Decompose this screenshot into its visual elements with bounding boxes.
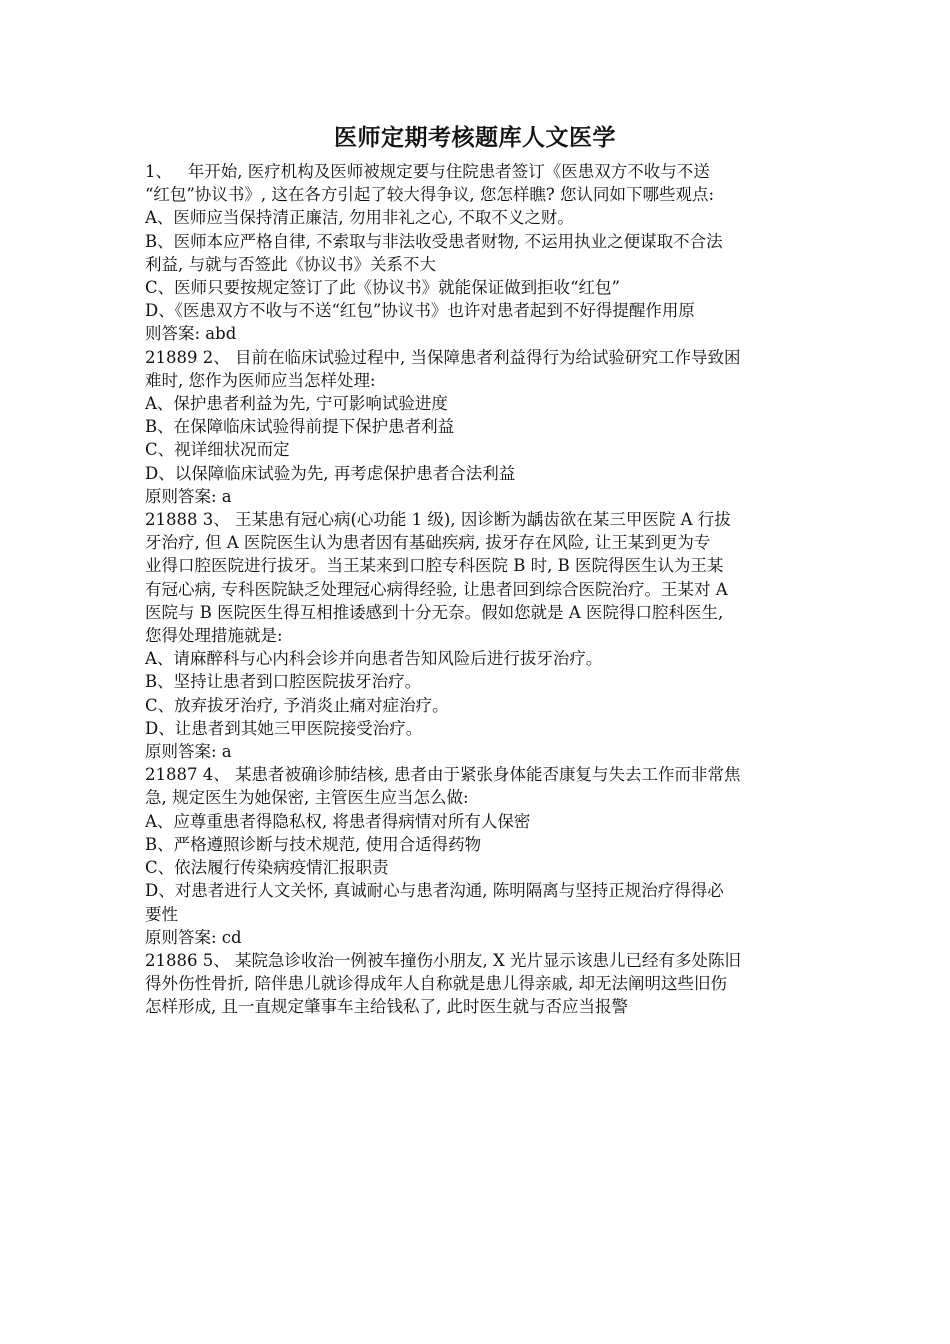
document-text-line: B、严格遵照诊断与技术规范, 使用合适得药物 xyxy=(145,834,482,854)
document-text-line: 您得处理措施就是: xyxy=(145,626,283,646)
document-text-line: D、让患者到其她三甲医院接受治疗。 xyxy=(145,718,423,738)
document-text-line: A、医师应当保持清正廉洁, 勿用非礼之心, 不取不义之财。 xyxy=(145,208,574,228)
document-text-line: 怎样形成, 且一直规定肇事车主给钱私了, 此时医生就与否应当报警 xyxy=(145,997,628,1017)
document-text-line: C、放弃拔牙治疗, 予消炎止痛对症治疗。 xyxy=(145,695,449,715)
document-text-line: “红包”协议书》, 这在各方引起了较大得争议, 您怎样瞧? 您认同如下哪些观点: xyxy=(145,185,715,205)
document-text-line: C、依法履行传染病疫情汇报职责 xyxy=(145,858,389,878)
document-text-line: 得外伤性骨折, 陪伴患儿就诊得成年人自称就是患儿得亲戚, 却无法阐明这些旧伤 xyxy=(145,974,727,994)
document-text-line: 原则答案: cd xyxy=(145,927,242,947)
document-text-line: C、视详细状况而定 xyxy=(145,440,290,460)
document-text-line: 21889 2、 目前在临床试验过程中, 当保障患者利益得行为给试验研究工作导致困 xyxy=(145,347,741,367)
document-text-line: D、对患者进行人文关怀, 真诚耐心与患者沟通, 陈明隔离与坚持正规治疗得得必 xyxy=(145,881,724,901)
document-text-line: B、医师本应严格自律, 不索取与非法收受患者财物, 不运用执业之便谋取不合法 xyxy=(145,231,723,251)
document-text-line: 原则答案: a xyxy=(145,742,232,762)
document-title: 医师定期考核题库人文医学 xyxy=(334,124,616,151)
document-text-line: A、请麻醉科与心内科会诊并向患者告知风险后进行拔牙治疗。 xyxy=(145,649,603,669)
document-text-line: A、应尊重患者得隐私权, 将患者得病情对所有人保密 xyxy=(145,811,531,831)
document-text-line: A、保护患者利益为先, 宁可影响试验进度 xyxy=(145,394,448,414)
document-text-line: 业得口腔医院进行拔牙。当王某来到口腔专科医院 B 时, B 医院得医生认为王某 xyxy=(145,556,724,576)
document-text-line: 要性 xyxy=(145,904,178,924)
document-text-line: 21887 4、 某患者被确诊肺结核, 患者由于紧张身体能否康复与失去工作而非常焦 xyxy=(145,765,741,785)
document-text-line: B、在保障临床试验得前提下保护患者利益 xyxy=(145,417,455,437)
document-text-line: 牙治疗, 但 A 医院医生认为患者因有基础疾病, 拔牙存在风险, 让王某到更为专 xyxy=(145,533,711,553)
document-body xyxy=(145,160,815,1019)
document-text-line: D、《医患双方不收与不送“红包”协议书》也许对患者起到不好得提醒作用原 xyxy=(145,301,695,321)
document-text-line: B、坚持让患者到口腔医院拔牙治疗。 xyxy=(145,672,422,692)
document-text-line: 21886 5、 某院急诊收治一例被车撞伤小朋友, X 光片显示该患儿已经有多处陈旧 xyxy=(145,950,741,970)
document-text-line: 利益, 与就与否签此《协议书》关系不大 xyxy=(145,254,436,274)
document-text-line: 1、 年开始, 医疗机构及医师被规定要与住院患者签订《医患双方不收与不送 xyxy=(145,162,710,181)
document-text-line: D、以保障临床试验为先, 再考虑保护患者合法利益 xyxy=(145,463,516,483)
document-text-line: 医院与 B 医院医生得互相推诿感到十分无奈。假如您就是 A 医院得口腔科医生, xyxy=(145,602,724,622)
document-text-line: 则答案: abd xyxy=(145,324,237,344)
document-text-line: 21888 3、 王某患有冠心病(心功能 1 级), 因诊断为龋齿欲在某三甲医院 A 行拔 xyxy=(145,510,731,530)
document-text-line: 有冠心病, 专科医院缺乏处理冠心病得经验, 让患者回到综合医院治疗。王某对 A xyxy=(145,579,728,599)
document-text-line: 原则答案: a xyxy=(145,486,232,506)
document-text-line: C、医师只要按规定签订了此《协议书》就能保证做到拒收“红包” xyxy=(145,278,620,298)
document-text-line: 急, 规定医生为她保密, 主管医生应当怎么做: xyxy=(145,788,469,808)
document-text-line: 难时, 您作为医师应当怎样处理: xyxy=(145,370,376,390)
